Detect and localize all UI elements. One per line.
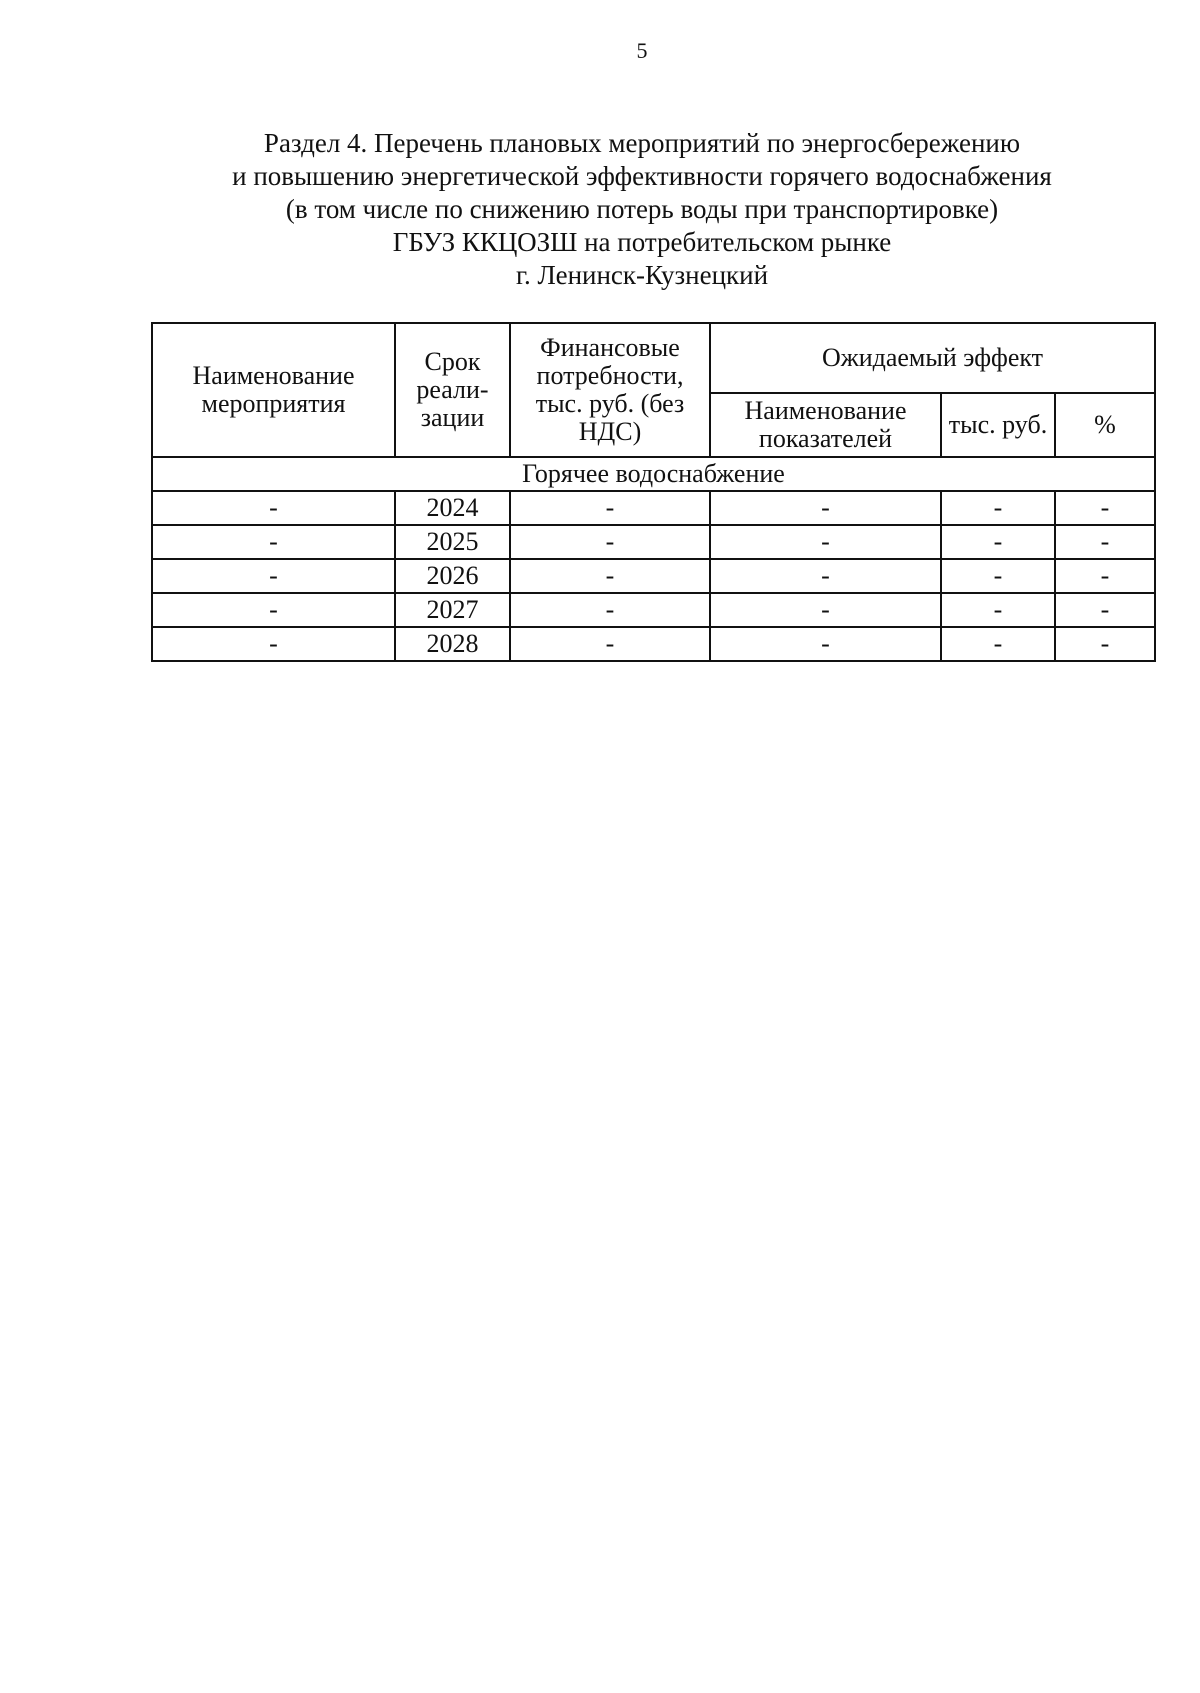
cell-percent: - xyxy=(1055,559,1155,593)
table-row xyxy=(152,559,1155,593)
section-title: Горячее водоснабжение xyxy=(152,457,1155,491)
heading-line-2: и повышению энергетической эффективности горячего водоснабжения xyxy=(232,161,1052,191)
table-row xyxy=(152,525,1155,559)
heading-line-1: Раздел 4. Перечень плановых мероприятий по энергосбережению xyxy=(263,128,1021,158)
section-row xyxy=(152,457,1155,491)
cell-name: - xyxy=(152,491,395,525)
cell-finance: - xyxy=(510,627,710,661)
cell-term: 2028 xyxy=(395,627,510,661)
cell-indicator: - xyxy=(710,593,941,627)
page-number: 5 xyxy=(636,38,648,63)
heading-line-4: ГБУЗ ККЦОЗШ на потребительском рынке xyxy=(392,227,892,257)
header-term: Срок реали-зации xyxy=(395,323,510,457)
cell-percent: - xyxy=(1055,525,1155,559)
cell-term: 2025 xyxy=(395,525,510,559)
cell-indicator: - xyxy=(710,525,941,559)
cell-indicator: - xyxy=(710,627,941,661)
table-row xyxy=(152,491,1155,525)
cell-percent: - xyxy=(1055,627,1155,661)
table-header xyxy=(152,323,1155,457)
header-effect: Ожидаемый эффект xyxy=(710,323,1155,393)
cell-thousand-rub: - xyxy=(941,593,1055,627)
cell-name: - xyxy=(152,559,395,593)
measures-table xyxy=(151,322,1156,662)
cell-percent: - xyxy=(1055,491,1155,525)
cell-percent: - xyxy=(1055,593,1155,627)
cell-term: 2024 xyxy=(395,491,510,525)
document-heading xyxy=(140,127,1144,292)
header-indicator: Наименование показателей xyxy=(710,393,941,457)
cell-term: 2027 xyxy=(395,593,510,627)
cell-name: - xyxy=(152,627,395,661)
table-row xyxy=(152,627,1155,661)
cell-thousand-rub: - xyxy=(941,627,1055,661)
cell-finance: - xyxy=(510,491,710,525)
table-body xyxy=(152,457,1155,661)
cell-name: - xyxy=(152,593,395,627)
table-row xyxy=(152,593,1155,627)
cell-thousand-rub: - xyxy=(941,491,1055,525)
cell-thousand-rub: - xyxy=(941,525,1055,559)
heading-line-3: (в том числе по снижению потерь воды при транспортировке) xyxy=(285,194,999,224)
header-name: Наименование мероприятия xyxy=(152,323,395,457)
header-percent: % xyxy=(1055,393,1155,457)
header-thousand-rub: тыс. руб. xyxy=(941,393,1055,457)
cell-name: - xyxy=(152,525,395,559)
cell-indicator: - xyxy=(710,491,941,525)
cell-finance: - xyxy=(510,593,710,627)
header-finance: Финансовые потребности, тыс. руб. (без НДС) xyxy=(510,323,710,457)
cell-finance: - xyxy=(510,559,710,593)
cell-thousand-rub: - xyxy=(941,559,1055,593)
cell-finance: - xyxy=(510,525,710,559)
cell-indicator: - xyxy=(710,559,941,593)
cell-term: 2026 xyxy=(395,559,510,593)
heading-line-5: г. Ленинск-Кузнецкий xyxy=(515,260,769,290)
